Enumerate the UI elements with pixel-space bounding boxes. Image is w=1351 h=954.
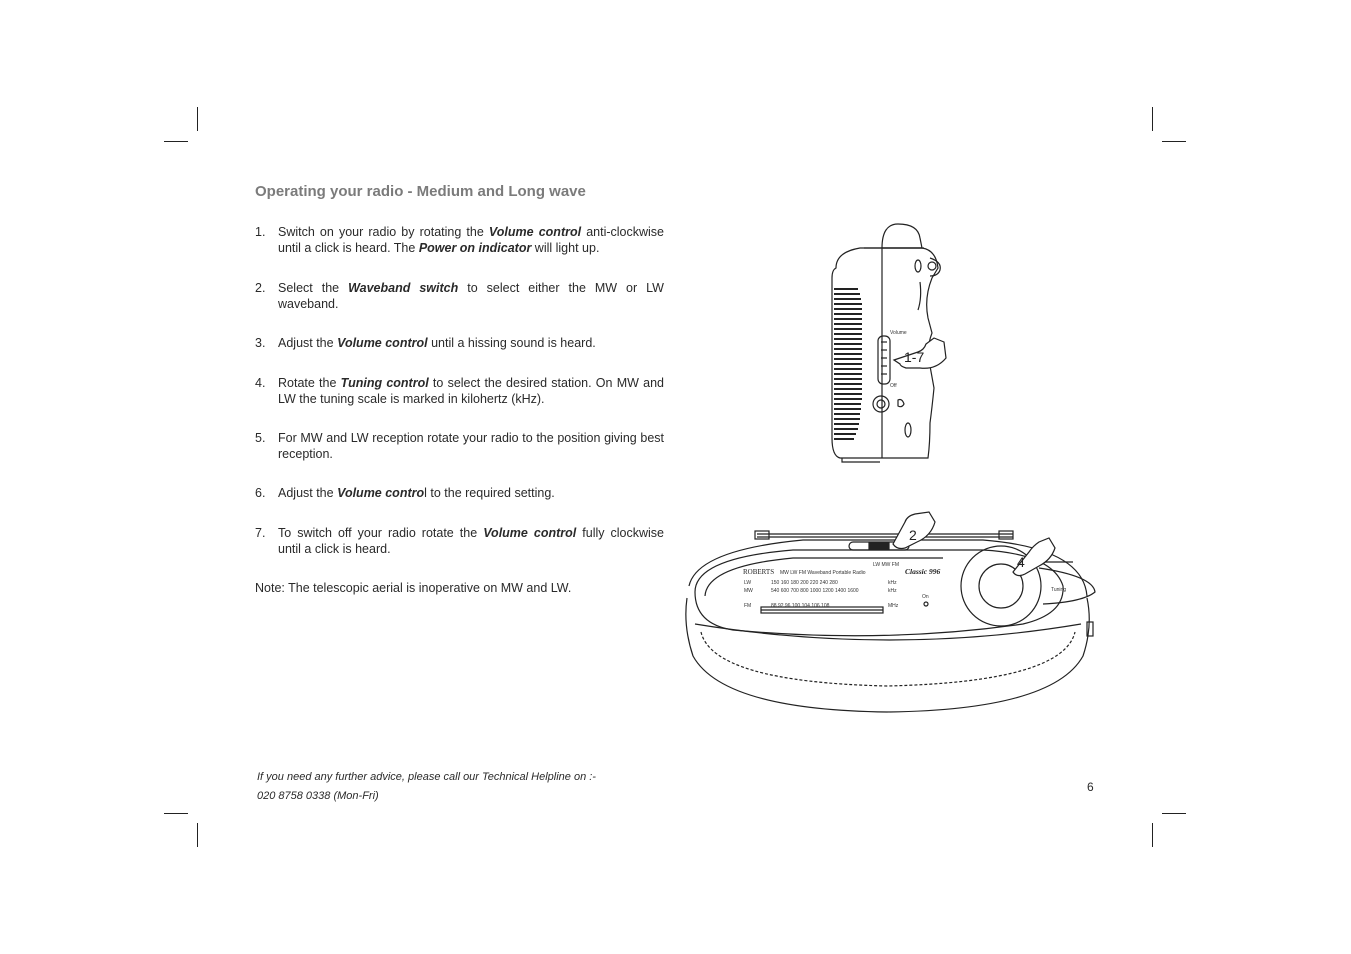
step-text-part: to select either the MW or LW waveband. [278, 281, 664, 311]
step-number: 3. [255, 336, 266, 350]
step-text [278, 485, 664, 501]
khz-label: kHz [888, 580, 897, 586]
radio-side-illustration [820, 218, 960, 468]
crop-mark [197, 107, 198, 131]
helpline-line: If you need any further advice, please call our Technical Helpline on :- [257, 771, 596, 783]
step-text-part: to select the desired station. On MW and LW the tuning scale is marked in kilohertz (kHz). [278, 376, 665, 406]
crop-mark [1152, 107, 1153, 131]
page-number: 6 [1087, 780, 1094, 794]
control-name: Volume control [483, 526, 577, 540]
control-name: Volume contro [337, 486, 425, 500]
model-name: Classic 996 [905, 567, 941, 576]
scale-fm-values: 88 92 96 100 104 106 108 [771, 603, 830, 609]
control-name: Volume control [488, 225, 582, 239]
brand-logo: ROBERTS [743, 568, 775, 576]
step-text-part: To switch off your radio rotate the [278, 526, 484, 540]
step-text-part: fully clockwise until a click is heard. [278, 526, 664, 556]
on-label: On [922, 594, 929, 600]
control-name: Volume control [337, 336, 428, 350]
step-item [255, 280, 664, 312]
step-text-part: Rotate the [278, 376, 341, 390]
crop-mark [1162, 141, 1186, 142]
headphone-socket-icon [873, 396, 889, 412]
section-title: Operating your radio - Medium and Long wave [255, 183, 586, 200]
step-item [255, 485, 664, 501]
speaker-grille [834, 288, 862, 440]
control-name: Tuning control [340, 376, 429, 390]
scale-lw-label: LW [744, 580, 752, 586]
crop-mark [1152, 823, 1153, 847]
radio-front-illustration [683, 506, 1095, 716]
crop-mark [164, 813, 188, 814]
helpline-phone: 020 8758 0338 (Mon-Fri) [257, 790, 379, 802]
control-name: Power on indicator [418, 241, 532, 255]
step-number: 2. [255, 281, 266, 295]
scale-lw-values: 150 160 180 200 220 240 280 [771, 580, 838, 586]
callout-step-4: 4 [1017, 554, 1025, 570]
step-item [255, 335, 664, 351]
volume-wheel [878, 336, 890, 384]
step-number: 4. [255, 376, 266, 390]
step-text [278, 224, 664, 256]
mhz-label: MHz [888, 603, 899, 609]
off-label: Off [890, 383, 897, 389]
step-text-part: will light up. [531, 241, 600, 255]
step-text-part: Adjust the [278, 486, 338, 500]
step-text-part: Switch on your radio by rotating the [278, 225, 489, 239]
step-text-part: Select the [278, 281, 349, 295]
step-item [255, 430, 664, 462]
step-text-part: l to the required setting. [424, 486, 555, 500]
control-name: Waveband switch [348, 281, 459, 295]
step-number: 7. [255, 526, 266, 540]
scale-mw-values: 540 600 700 800 1000 1200 1400 1600 [771, 588, 859, 594]
step-text [278, 375, 664, 407]
step-item [255, 525, 664, 557]
step-item [255, 375, 664, 407]
step-text [278, 525, 664, 557]
crop-mark [197, 823, 198, 847]
step-number: 5. [255, 431, 266, 445]
crop-mark [164, 141, 188, 142]
step-item [255, 224, 664, 256]
step-text [278, 280, 664, 312]
step-text-part: anti-clockwise until a click is heard. The [278, 225, 665, 255]
step-number: 6. [255, 486, 266, 500]
scale-fm-label: FM [744, 603, 752, 609]
tuning-label: Tuning [1051, 587, 1067, 593]
button-icon [928, 262, 936, 270]
step-text [278, 335, 664, 351]
power-indicator-icon [924, 602, 928, 606]
band-labels: LW MW FM [873, 562, 900, 568]
volume-label: Volume [890, 330, 907, 336]
step-text [278, 430, 664, 462]
khz-label: kHz [888, 588, 897, 594]
note-text: Note: The telescopic aerial is inoperative on MW and LW. [255, 581, 572, 595]
step-text-part: Adjust the [278, 336, 338, 350]
step-number: 1. [255, 225, 266, 239]
crop-mark [1162, 813, 1186, 814]
helpline-info [257, 768, 596, 806]
callout-steps-1-7: 1-7 [904, 349, 925, 365]
callout-step-2: 2 [909, 527, 917, 543]
scale-mw-label: MW [744, 588, 753, 594]
volume-knob-top [882, 224, 922, 248]
step-text-part: For MW and LW reception rotate your radio to the position giving best reception. [278, 431, 664, 461]
brand-subtitle: MW LW FM Waveband Portable Radio [780, 570, 866, 576]
step-text-part: until a hissing sound is heard. [427, 336, 596, 350]
